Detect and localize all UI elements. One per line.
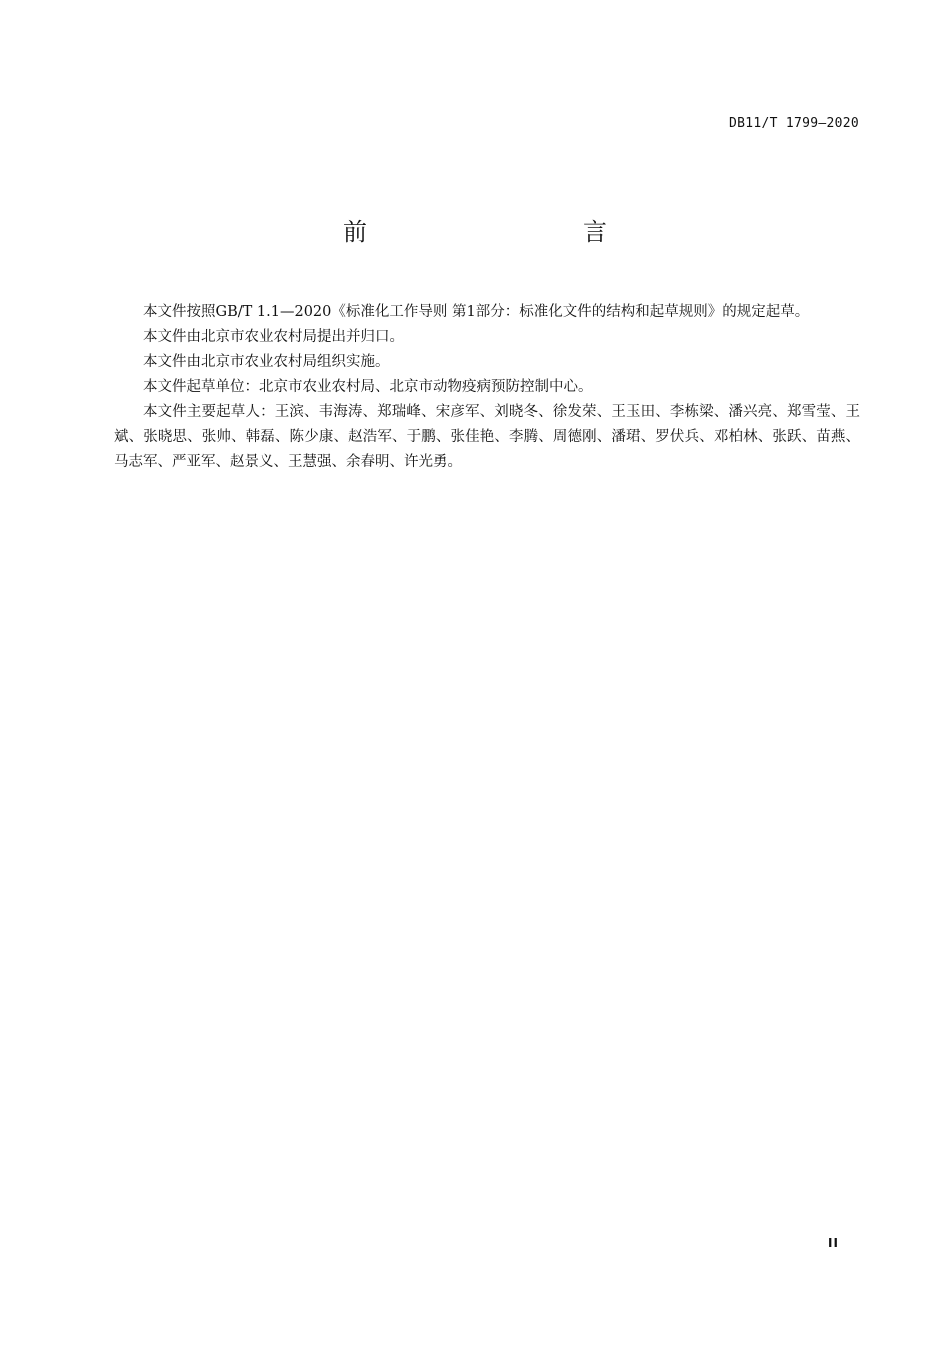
paragraph-drafting-rules: 本文件按照GB/T 1.1—2020《标准化工作导则 第1部分：标准化文件的结构和起草规则》的规定起草。 (143, 304, 810, 320)
foreword-body (114, 300, 860, 475)
paragraph-drafting-units: 本文件起草单位：北京市农业农村局、北京市动物疫病预防控制中心。 (143, 379, 593, 395)
page-title: 前 言 (343, 218, 663, 246)
standard-code: DB11/T 1799—2020 (728, 116, 859, 131)
paragraph-proposer: 本文件由北京市农业农村局提出并归口。 (143, 329, 404, 345)
paragraph-implementer: 本文件由北京市农业农村局组织实施。 (143, 354, 390, 370)
page-number: II (828, 1236, 839, 1250)
paragraph-drafters: 本文件主要起草人：王滨、韦海涛、郑瑞峰、宋彦军、刘晓冬、徐发荣、王玉田、李栋梁、潘兴亮、郑雪莹、王斌、张晓思、张帅、韩磊、陈少康、赵浩军、于鹏、张佳艳、李腾、周德刚、潘珺、罗伏兵、邓柏林、张跃、苗燕、马志军、严亚军、赵景义、王慧强、余春明、许光勇。 (114, 404, 860, 470)
